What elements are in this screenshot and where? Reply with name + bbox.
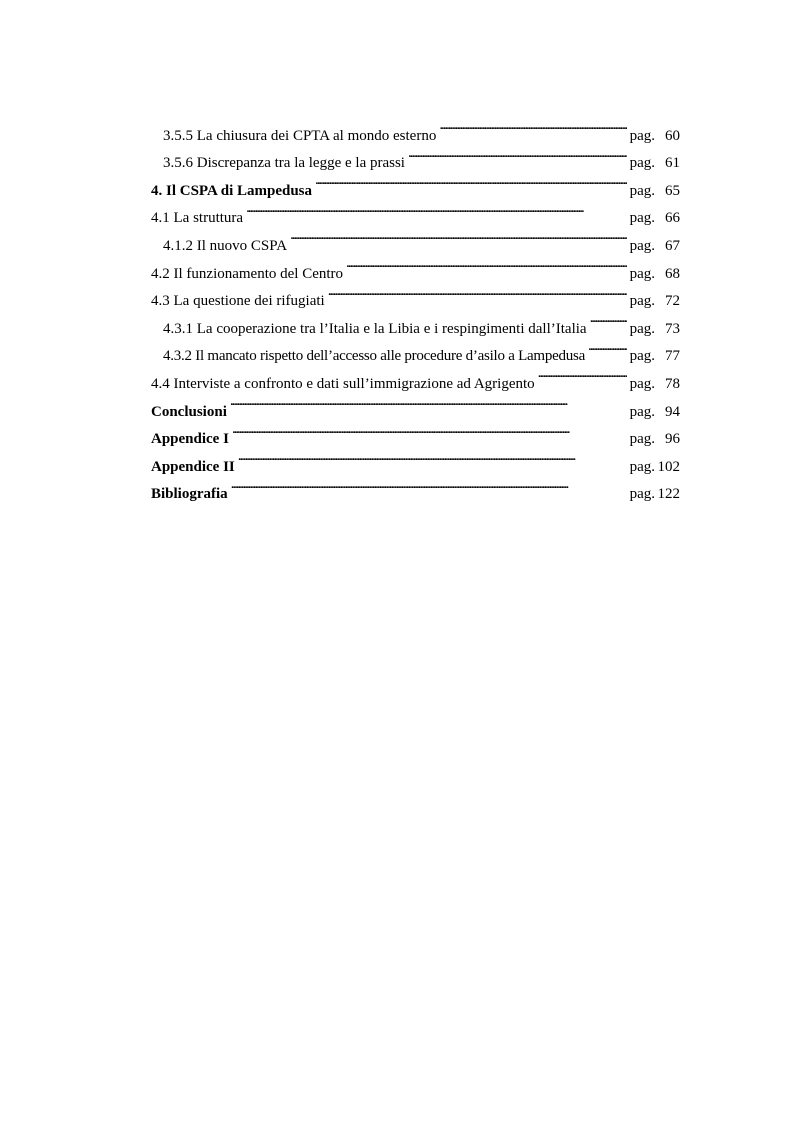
toc-entry-title: Appendice II: [151, 458, 235, 475]
toc-entry-3-5-5[interactable]: [151, 112, 680, 144]
dot-leader: [408, 140, 627, 168]
toc-page-number: 72: [665, 293, 680, 310]
toc-page-number: 77: [665, 348, 680, 365]
table-of-contents: [151, 112, 680, 503]
dot-leader: [238, 443, 627, 471]
dot-leader: [439, 112, 626, 140]
toc-page-number: 73: [665, 320, 680, 337]
toc-page-number: 66: [665, 210, 680, 227]
toc-page-label: pag.: [629, 127, 655, 144]
toc-page-number: 67: [665, 237, 680, 254]
toc-page-number: 94: [665, 403, 680, 420]
dot-leader: [246, 195, 627, 223]
toc-page-label: pag.: [629, 182, 655, 199]
toc-entry-title: 4.1 La struttura: [151, 210, 244, 227]
toc-page-label: pag.: [629, 458, 655, 475]
toc-page-label: pag.: [629, 403, 655, 420]
dot-leader: [538, 360, 627, 388]
toc-page-label: pag.: [629, 348, 655, 365]
toc-page-label: pag.: [629, 293, 655, 310]
toc-entry-appendice-2[interactable]: [151, 443, 680, 475]
dot-leader: [230, 388, 627, 416]
toc-page-number: 68: [665, 265, 680, 282]
dot-leader: [346, 250, 627, 278]
toc-page-label: pag.: [629, 210, 655, 227]
toc-entry-title: 3.5.6 Discrepanza tra la legge e la prassi: [163, 155, 405, 172]
toc-entry-title: 4.4 Interviste a confronto e dati sull’immigrazione ad Agrigento: [151, 375, 535, 392]
toc-entry-conclusioni[interactable]: [151, 388, 680, 420]
toc-page-label: pag.: [629, 486, 655, 503]
toc-page-label: pag.: [629, 375, 655, 392]
toc-page-number: 96: [665, 431, 680, 448]
dot-leader: [232, 416, 627, 444]
toc-entry-bibliografia[interactable]: [151, 471, 680, 503]
toc-entry-title: Bibliografia: [151, 486, 228, 503]
toc-entry-title: 4.3.2 Il mancato rispetto dell’accesso alle procedure d’asilo a Lampedusa: [163, 348, 585, 365]
dot-leader: [315, 167, 627, 195]
toc-page-number: 60: [665, 127, 680, 144]
toc-entry-title: 4. Il CSPA di Lampedusa: [151, 182, 313, 199]
toc-page-number: 65: [665, 182, 680, 199]
toc-entry-title: Conclusioni: [151, 403, 227, 420]
toc-entry-title: 3.5.5 La chiusura dei CPTA al mondo esterno: [163, 127, 437, 144]
toc-page-number: 102: [657, 458, 680, 475]
dot-leader: [231, 471, 627, 499]
dot-leader: [590, 305, 627, 333]
toc-entry-title: 4.2 Il funzionamento del Centro: [151, 265, 344, 282]
dot-leader: [328, 278, 627, 306]
toc-entry-title: 4.3.1 La cooperazione tra l’Italia e la Libia e i respingimenti dall’Italia: [163, 320, 587, 337]
toc-page-label: pag.: [629, 237, 655, 254]
toc-page-label: pag.: [629, 431, 655, 448]
dot-leader: [588, 333, 627, 361]
toc-page-number: 78: [665, 375, 680, 392]
dot-leader: [290, 222, 627, 250]
toc-entry-title: Appendice I: [151, 431, 229, 448]
toc-entry-title: 4.3 La questione dei rifugiati: [151, 293, 325, 310]
toc-page-number: 122: [657, 486, 680, 503]
toc-page-label: pag.: [629, 265, 655, 282]
toc-entry-appendice-1[interactable]: [151, 416, 680, 448]
toc-page-label: pag.: [629, 155, 655, 172]
toc-page-number: 61: [665, 155, 680, 172]
toc-entry-title: 4.1.2 Il nuovo CSPA: [163, 237, 288, 254]
toc-page-label: pag.: [629, 320, 655, 337]
